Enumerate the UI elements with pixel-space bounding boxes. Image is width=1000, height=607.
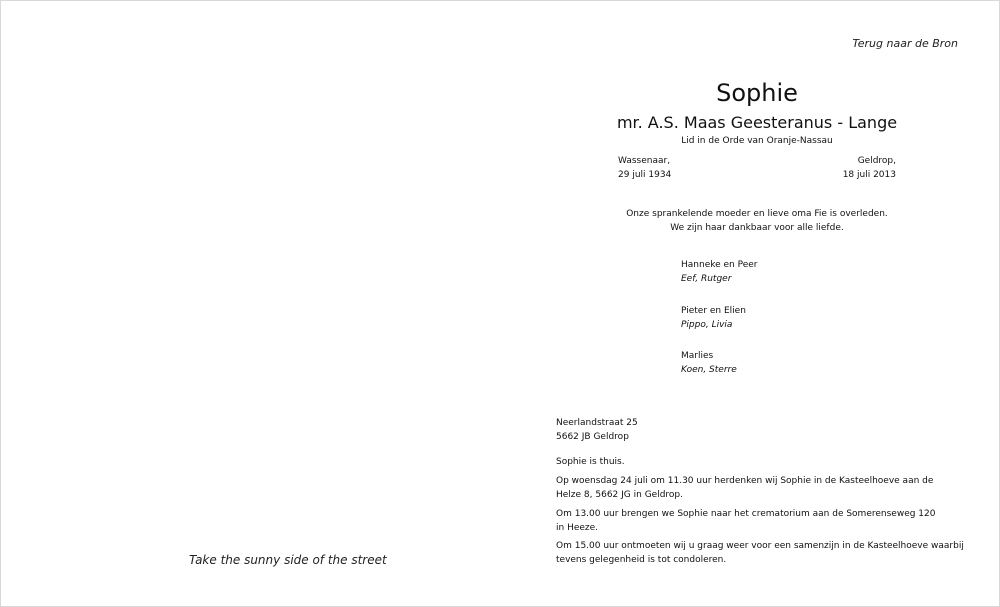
deceased-full-name: mr. A.S. Maas Geesteranus - Lange xyxy=(616,113,898,132)
notice-paragraph xyxy=(556,507,936,535)
family-group xyxy=(681,349,737,377)
announcement xyxy=(607,207,907,235)
paragraph-line: Op woensdag 24 juli om 11.30 uur herdenken wij Sophie in de Kasteelhoeve aan de xyxy=(556,476,934,486)
death-info xyxy=(843,154,896,182)
notice-paragraph xyxy=(556,539,964,567)
death-date: 18 juli 2013 xyxy=(842,170,896,180)
birth-info xyxy=(618,154,671,182)
notice-paragraph xyxy=(556,455,625,469)
announcement-line: We zijn haar dankbaar voor alle liefde. xyxy=(670,223,844,233)
family-children: Eef, Rutger xyxy=(681,274,732,284)
family-parents: Hanneke en Peer xyxy=(681,260,758,270)
paragraph-line: tevens gelegenheid is tot condoleren. xyxy=(556,555,727,565)
birth-date: 29 juli 1934 xyxy=(618,170,672,180)
paragraph-line: Om 13.00 uur brengen we Sophie naar het crematorium aan de Somerenseweg 120 xyxy=(556,509,936,519)
notice-paragraph xyxy=(556,474,933,502)
family-parents: Marlies xyxy=(681,351,714,361)
deceased-name: Sophie xyxy=(716,79,798,107)
back-to-source-link[interactable]: Terug naar de Bron xyxy=(852,37,958,50)
home-address xyxy=(556,416,638,444)
family-parents: Pieter en Elien xyxy=(681,306,746,316)
death-place: Geldrop, xyxy=(857,156,896,166)
family-children: Pippo, Livia xyxy=(681,320,733,330)
paragraph-line: Helze 8, 5662 JG in Geldrop. xyxy=(556,490,684,500)
family-group xyxy=(681,304,746,332)
family-children: Koen, Sterre xyxy=(681,365,737,375)
quote-text: Take the sunny side of the street xyxy=(189,553,387,567)
family-group xyxy=(681,258,758,286)
announcement-line: Onze sprankelende moeder en lieve oma Fie is overleden. xyxy=(626,209,888,219)
paragraph-line: Sophie is thuis. xyxy=(556,457,625,467)
address-postal: 5662 JB Geldrop xyxy=(556,432,629,442)
paragraph-line: in Heeze. xyxy=(556,523,599,533)
paragraph-line: Om 15.00 uur ontmoeten wij u graag weer voor een samenzijn in de Kasteelhoeve waarbij xyxy=(556,541,964,551)
birth-place: Wassenaar, xyxy=(618,156,671,166)
address-street: Neerlandstraat 25 xyxy=(556,418,638,428)
order-distinction: Lid in de Orde van Oranje-Nassau xyxy=(681,136,833,146)
